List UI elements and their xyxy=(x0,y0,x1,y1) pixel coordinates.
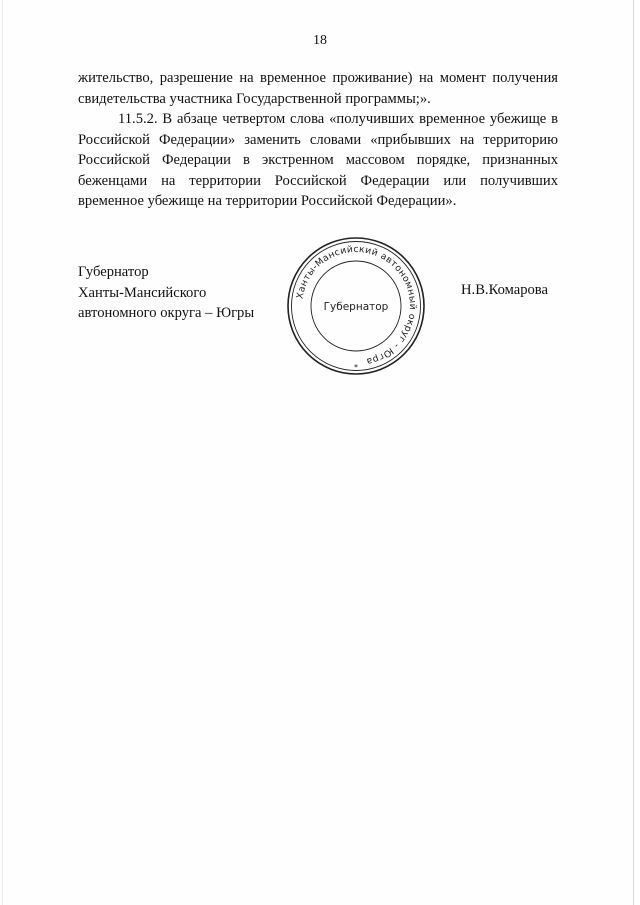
official-seal xyxy=(284,234,428,378)
signature-title-line-1: Губернатор xyxy=(78,264,149,280)
signer-name: Н.В.Комарова xyxy=(461,282,548,298)
signature-title-line-2: Ханты-Мансийского xyxy=(78,284,207,301)
paragraph-2-line-1: 11.5.2. В абзаце четвертом слова «получивших временное убежище в xyxy=(118,111,558,127)
scan-edge-left xyxy=(2,0,3,905)
body-text xyxy=(78,68,558,212)
paragraph-2-line-3: Российской Федерации в экстренном массовом порядке, признанных xyxy=(78,152,558,168)
paragraph-1-line-1: жительство, разрешение на временное проживание) на момент получения xyxy=(78,70,558,86)
seal-ring-text: Ханты-Мансийский автономный округ - Югра xyxy=(294,243,419,367)
page-number: 18 xyxy=(313,33,327,48)
scan-edge-right xyxy=(633,0,634,905)
seal-center-text: Губернатор xyxy=(323,301,389,313)
paragraph-2-line-2: Российской Федерации» заменить словами «прибывших на территорию xyxy=(78,131,558,148)
signature-title xyxy=(78,262,254,324)
signature-title-line-3: автономного округа – Югры xyxy=(78,305,255,321)
paragraph-1-line-2: свидетельства участника Государственной программы;». xyxy=(78,90,431,107)
paragraph-2-line-5: временное убежище на территории Российской Федерации». xyxy=(78,193,457,209)
paragraph-2-line-4: беженцами на территории Российской Федерации или получивших xyxy=(78,172,558,189)
seal-star-icon: * xyxy=(354,363,358,372)
